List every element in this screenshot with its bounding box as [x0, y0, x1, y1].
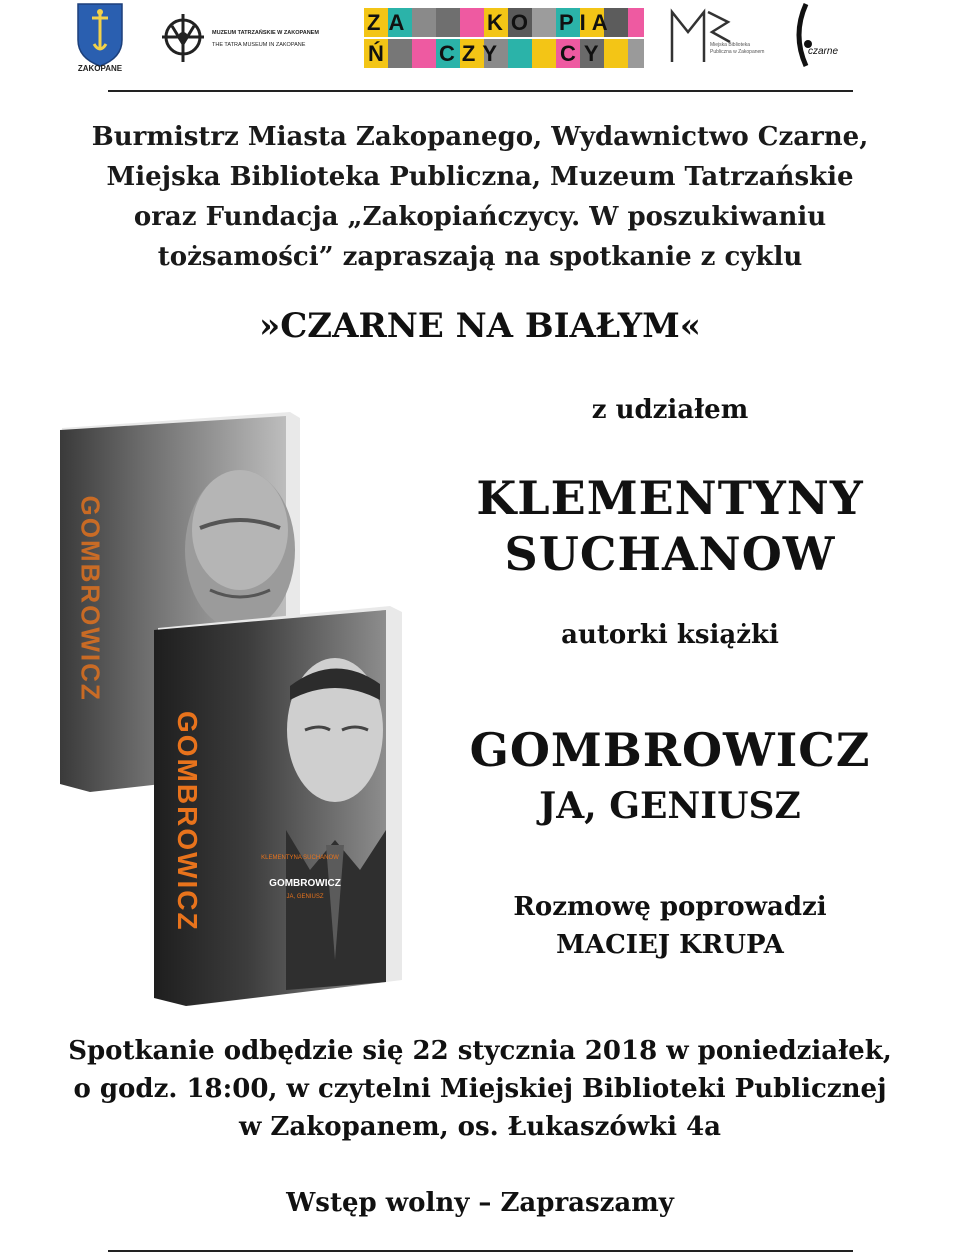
tile-text: PIA [559, 10, 614, 35]
details-line: w Zakopanem, os. Łukaszówki 4a [238, 1112, 721, 1142]
tile-text: CY [560, 41, 607, 66]
czarne-mark-icon [790, 2, 820, 68]
czarne-logo [790, 2, 850, 72]
intro-line: oraz Fundacja „Zakopiańczycy. W poszukiwaniu [133, 202, 827, 232]
guest-first-name: KLEMENTYNY [476, 471, 864, 525]
zakopianczycy-row2 [364, 39, 644, 68]
zakopane-label: ZAKOPANE [77, 64, 123, 73]
book-covers-illustration [50, 400, 410, 1010]
library-logo [668, 6, 768, 72]
cover-author: KLEMENTYNA SUCHANOW [261, 855, 339, 861]
czarne-label: czarne [808, 46, 839, 57]
tatra-museum-name: MUZEUM TATRZAŃSKIE W ZAKOPANEM [212, 30, 319, 36]
host-name: MACIEJ KRUPA [556, 930, 784, 960]
zakopane-crest [70, 0, 130, 80]
with-label: z udziałem [591, 395, 749, 425]
tile-text: KO [487, 10, 536, 35]
tile-text: CZY [439, 41, 504, 66]
zakopianczycy-logo [364, 8, 644, 70]
book-title: GOMBROWICZ [469, 723, 871, 777]
intro-line: Miejska Biblioteka Publiczna, Muzeum Tatrzańskie [106, 162, 854, 192]
library-mark-icon [668, 6, 738, 66]
event-details [20, 1032, 940, 1146]
intro-line: Burmistrz Miasta Zakopanego, Wydawnictwo Czarne, [91, 122, 869, 152]
tatra-museum-name-en: THE TATRA MUSEUM IN ZAKOPANE [212, 42, 306, 48]
host-label: Rozmowę poprowadzi [513, 892, 827, 922]
library-name: Miejska Biblioteka Publiczna w Zakopanem [710, 42, 765, 55]
details-line: Spotkanie odbędzie się 22 stycznia 2018 w poniedziałek, [68, 1036, 892, 1066]
book-covers-image [50, 400, 410, 1010]
front-spine-text: GOMBROWICZ [172, 711, 203, 932]
back-spine-text: GOMBROWICZ [75, 495, 106, 702]
cover-title: GOMBROWICZ [269, 878, 341, 889]
book-subtitle: JA, GENIUSZ [539, 785, 801, 827]
details-line: o godz. 18:00, w czytelni Miejskiej Biblioteki Publicznej [73, 1074, 887, 1104]
tatra-museum-emblem-icon [158, 10, 208, 68]
intro-text [40, 117, 920, 277]
top-divider [108, 90, 853, 92]
entry-note: Wstęp wolny – Zapraszamy [286, 1188, 674, 1218]
zakopianczycy-row1 [364, 8, 644, 37]
author-label: autorki książki [561, 620, 779, 650]
tile-text: ZA [367, 10, 413, 35]
bottom-divider [108, 1250, 853, 1252]
intro-line: tożsamości” zapraszają na spotkanie z cyklu [157, 242, 803, 272]
guest-name [460, 470, 880, 582]
cover-subtitle: JA, GENIUSZ [286, 894, 324, 900]
tatra-museum-logo [158, 10, 348, 70]
logo-strip [60, 0, 860, 86]
series-title: »CZARNE NA BIAŁYM« [258, 306, 702, 346]
tile-text: Ń [368, 41, 384, 66]
guest-last-name: SUCHANOW [504, 527, 836, 581]
